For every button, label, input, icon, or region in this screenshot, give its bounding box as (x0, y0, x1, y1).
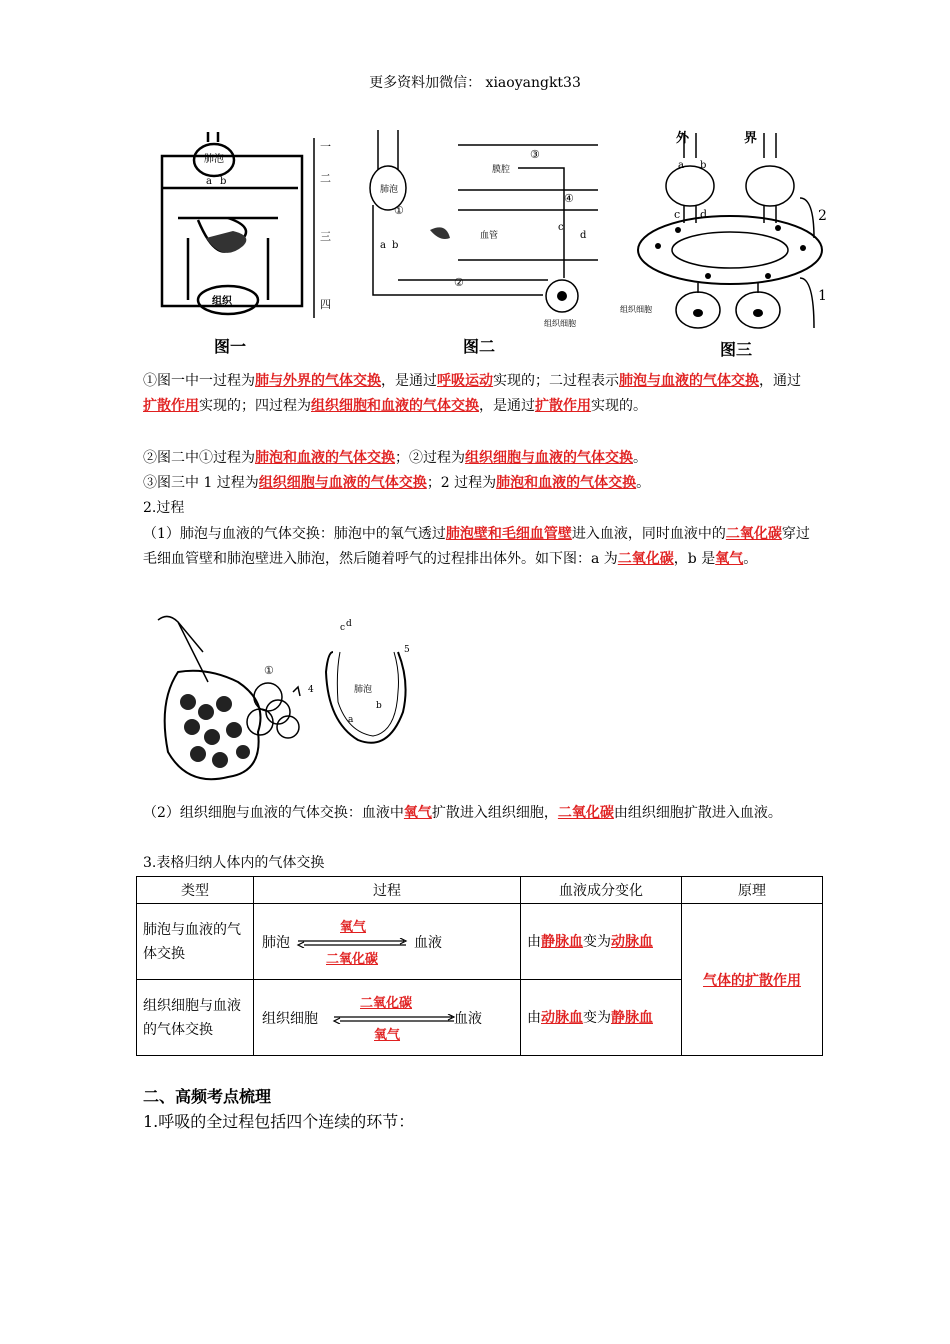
answer-blank: 二氧化碳 (557, 805, 614, 821)
table-header: 过程 (254, 877, 521, 904)
figure-1 (148, 128, 348, 328)
figure-1-caption: 图一 (214, 337, 247, 356)
fig2-alveoli-label: 肺泡 (380, 185, 399, 195)
answer-blank: 氧气 (715, 551, 744, 567)
p3-text: 。 (636, 475, 651, 491)
two-way-arrow (296, 938, 408, 948)
fig4-b: b (376, 701, 382, 711)
answer-blank: 肺泡壁和毛细血管壁 (445, 526, 572, 542)
fig3-world: 界 (744, 131, 758, 146)
fig3-cell-label: 组织细胞 (620, 305, 652, 314)
fig3-outside: 外 (676, 131, 690, 146)
fig1-s4: 四 (320, 298, 331, 311)
p6-text: 扩散进入组织细胞， (431, 805, 558, 821)
table-header: 类型 (137, 877, 254, 904)
p5-text: 进入血液，同时血液中的 (571, 526, 726, 542)
answer-blank: 静脉血 (611, 1009, 653, 1026)
fig3-n1: 1 (818, 288, 827, 304)
answer-blank: 肺与外界的气体交换 (255, 373, 381, 389)
p3-text: ；2 过程为 (426, 475, 497, 491)
p3-text: ③图三中 1 过程为 (143, 475, 259, 491)
answer-blank: 二氧化碳 (617, 551, 674, 567)
answer-blank: 肺泡和血液的气体交换 (255, 450, 395, 466)
p1-text: 实现的；二过程表示 (493, 373, 619, 389)
table-header: 血液成分变化 (521, 877, 682, 904)
answer-blank: 氧气 (403, 805, 432, 821)
answer-blank: 动脉血 (611, 933, 653, 950)
fig1-a: a (206, 176, 212, 187)
p5-text: （1）肺泡与血液的气体交换：肺泡中的氧气透过 (143, 526, 446, 542)
fig3-n2: 2 (818, 208, 827, 224)
p6-text: 由组织细胞扩散进入血液。 (613, 805, 782, 821)
process-left: 肺泡 (262, 934, 290, 951)
fig1-alveoli-label: 肺泡 (204, 154, 224, 165)
paragraph-5 (143, 522, 813, 572)
gas-exchange-table (136, 876, 823, 1056)
fig3-c: c (674, 208, 681, 221)
fig2-a: a (380, 240, 386, 251)
fig4-c1: ① (264, 664, 274, 677)
table-row (137, 904, 823, 980)
fig2-membrane-label: 膜腔 (492, 165, 511, 175)
process-cell (254, 904, 521, 980)
two-way-arrow (332, 1014, 456, 1024)
process-top: 二氧化碳 (360, 995, 413, 1011)
p1-text: ①图一中一过程为 (143, 373, 255, 389)
paragraph-6 (143, 801, 813, 826)
process-right: 血液 (414, 934, 442, 951)
fig1-s2: 二 (320, 172, 331, 185)
fig4-n4: 4 (308, 685, 314, 695)
table-header: 原理 (682, 877, 823, 904)
process-left: 组织细胞 (262, 1010, 318, 1027)
process-right: 血液 (454, 1010, 482, 1027)
table-header-row (137, 877, 823, 904)
figure-3-caption: 图三 (720, 340, 753, 359)
blood-change-cell (521, 980, 682, 1056)
fig4-n5: 5 (404, 645, 410, 655)
paragraph-4: 2.过程 (143, 500, 185, 516)
fig2-vessel-label: 血管 (480, 231, 499, 241)
answer-blank: 组织细胞与血液的气体交换 (258, 475, 427, 491)
figure-2-caption: 图二 (463, 337, 496, 356)
fig1-tissue-label: 组织 (212, 296, 232, 307)
change-text: 变为 (583, 1009, 611, 1026)
figure-2 (368, 130, 598, 330)
process-top: 氧气 (340, 919, 367, 935)
fig3-d: d (700, 208, 708, 221)
figure-4 (148, 612, 418, 792)
change-text: 由 (527, 1009, 541, 1026)
fig2-d: d (580, 230, 587, 241)
fig4-alveoli-label: 肺泡 (354, 685, 373, 695)
fig4-c: c (340, 623, 346, 633)
type-cell: 肺泡与血液的气体交换 (137, 904, 254, 980)
section-title: 二、高频考点梳理 (143, 1087, 272, 1106)
fig2-c: c (558, 222, 564, 233)
principle-cell (682, 904, 823, 1056)
answer-blank: 肺泡与血液的气体交换 (619, 373, 759, 389)
type-cell: 组织细胞与血液的气体交换 (137, 980, 254, 1056)
page-header: 更多资料加微信： xiaoyangkt33 (369, 75, 581, 91)
p1-text: ，通过 (759, 373, 801, 389)
p2-text: ；②过程为 (395, 450, 465, 466)
answer-blank: 组织细胞与血液的气体交换 (465, 450, 633, 466)
fig2-cell-label: 组织细胞 (544, 319, 576, 328)
answer-blank: 肺泡和血液的气体交换 (496, 475, 637, 491)
fig4-a: a (348, 715, 354, 725)
p5-text: 。 (743, 551, 758, 567)
p2-text: 。 (633, 450, 647, 466)
paragraph-1 (143, 369, 813, 419)
p5-text: ，b 是 (673, 551, 716, 567)
fig2-c3: ③ (530, 148, 540, 161)
process-bottom: 氧气 (374, 1027, 401, 1043)
answer-blank: 组织细胞和血液的气体交换 (311, 398, 479, 414)
answer-blank: 呼吸运动 (437, 373, 493, 389)
answer-blank: 二氧化碳 (725, 526, 782, 542)
answer-blank: 扩散作用 (535, 398, 591, 414)
blood-change-cell (521, 904, 682, 980)
paragraph-3 (143, 471, 813, 496)
section-item-1: 1.呼吸的全过程包括四个连续的环节： (143, 1112, 415, 1131)
fig1-b: b (220, 176, 227, 187)
paragraph-2 (143, 446, 813, 471)
change-text: 由 (527, 933, 541, 950)
fig1-s1: 一 (320, 140, 331, 153)
process-cell (254, 980, 521, 1056)
change-text: 变为 (583, 933, 611, 950)
p6-text: （2）组织细胞与血液的气体交换：血液中 (143, 805, 404, 821)
answer-blank: 动脉血 (541, 1009, 583, 1026)
fig2-b: b (392, 240, 399, 251)
fig3-a-top: a (678, 160, 684, 171)
answer-blank: 扩散作用 (143, 398, 199, 414)
p1-text: ，是通过 (381, 373, 437, 389)
fig4-d: d (346, 619, 352, 629)
p1-text: ，是通过 (479, 398, 535, 414)
fig2-c4: ④ (564, 192, 574, 205)
p2-text: ②图二中①过程为 (143, 450, 255, 466)
fig3-b-top: b (700, 160, 707, 171)
p5-text: 穿过毛细血管壁和肺泡壁进入肺泡，然后随着呼气的过程排出体外。如下图：a 为 (143, 526, 810, 567)
p1-text: 实现的。 (591, 398, 647, 414)
fig1-s3: 三 (320, 230, 331, 243)
p1-text: 实现的；四过程为 (199, 398, 311, 414)
figure-3 (618, 128, 838, 333)
fig2-c1: ① (394, 204, 404, 217)
paragraph-7: 3.表格归纳人体内的气体交换 (143, 855, 325, 871)
answer-blank: 静脉血 (541, 933, 583, 950)
answer-blank: 气体的扩散作用 (703, 972, 801, 989)
fig2-c2: ② (454, 276, 464, 289)
process-bottom: 二氧化碳 (326, 951, 379, 967)
